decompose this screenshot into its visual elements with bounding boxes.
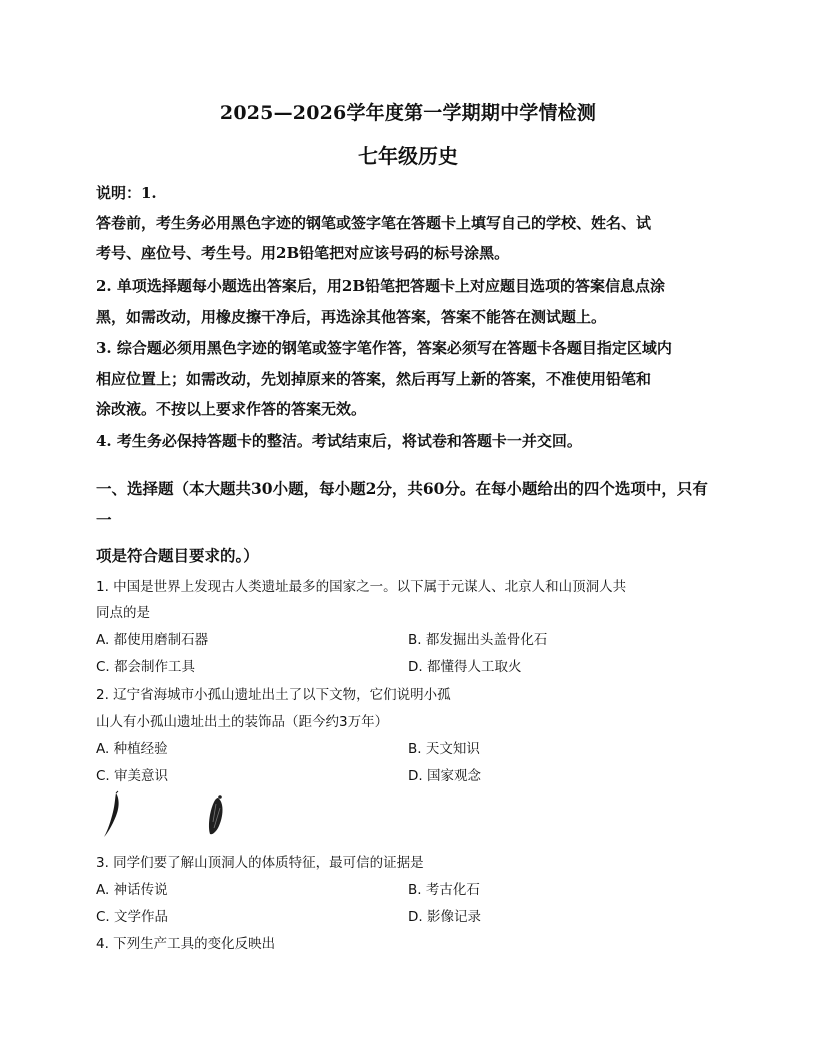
question-1-option-d[interactable]: D. 都懂得人工取火 [408, 659, 522, 675]
instructions-line-3: 考号、座位号、考生号。用2B铅笔把对应该号码的标号涂黑。 [96, 244, 510, 262]
question-3-stem-line-1: 3. 同学们要了解山顶洞人的体质特征，最可信的证据是 [96, 855, 424, 871]
question-3-option-b[interactable]: B. 考古化石 [408, 882, 480, 898]
question-1-stem-line-1: 1. 中国是世界上发现古人类遗址最多的国家之一。以下属于元谋人、北京人和山顶洞人共 [96, 579, 627, 595]
section-heading-line-2: 一 [96, 510, 112, 529]
exam-subtitle: 七年级历史 [358, 144, 458, 168]
question-2-stem-line-2: 山人有小孤山遗址出土的装饰品（距今约3万年） [96, 714, 389, 730]
instructions-line-8: 涂改液。不按以上要求作答的答案无效。 [96, 400, 367, 418]
instructions-line-5: 黑，如需改动，用橡皮擦干净后，再选涂其他答案，答案不能答在测试题上。 [96, 308, 607, 326]
instructions-line-4: 2. 单项选择题每小题选出答案后，用2B铅笔把答题卡上对应题目选项的答案信息点涂 [96, 277, 666, 295]
question-2-option-b[interactable]: B. 天文知识 [408, 741, 480, 757]
instructions-line-6: 3. 综合题必须用黑色字迹的钢笔或签字笔作答，答案必须写在答题卡各题目指定区域内 [96, 339, 672, 357]
question-1-stem-line-2: 同点的是 [96, 605, 150, 621]
instructions-line-7: 相应位置上；如需改动，先划掉原来的答案，然后再写上新的答案，不准使用铅笔和 [96, 370, 652, 388]
pendant-ornament-icon [209, 795, 223, 834]
question-2-option-a[interactable]: A. 种植经验 [96, 741, 168, 757]
bone-needle-icon [104, 791, 119, 837]
exam-title: 2025—2026学年度第一学期期中学情检测 [219, 102, 597, 124]
question-2-stem-line-1: 2. 辽宁省海城市小孤山遗址出土了以下文物，它们说明小孤 [96, 687, 451, 703]
section-heading-line-3: 项是符合题目要求的。） [96, 546, 259, 565]
question-1-option-a[interactable]: A. 都使用磨制石器 [96, 632, 209, 648]
question-1-option-b[interactable]: B. 都发掘出头盖骨化石 [408, 632, 548, 648]
instructions-line-2: 答卷前，考生务必用黑色字迹的钢笔或签字笔在答题卡上填写自己的学校、姓名、试 [96, 214, 652, 232]
question-4-stem-line-1: 4. 下列生产工具的变化反映出 [96, 936, 276, 952]
question-2-option-d[interactable]: D. 国家观念 [408, 768, 481, 784]
instructions-line-1: 说明：1. [96, 184, 157, 202]
section-heading-line-1: 一、选择题（本大题共30小题，每小题2分，共60分。在每小题给出的四个选项中，只有 [96, 479, 708, 498]
question-3-option-c[interactable]: C. 文学作品 [96, 909, 169, 925]
instructions-line-9: 4. 考生务必保持答题卡的整洁。考试结束后，将试卷和答题卡一并交回。 [96, 432, 582, 450]
question-3-option-d[interactable]: D. 影像记录 [408, 909, 481, 925]
question-1-option-c[interactable]: C. 都会制作工具 [96, 659, 196, 675]
question-2-option-c[interactable]: C. 审美意识 [96, 768, 169, 784]
artifact-images [96, 790, 236, 840]
question-3-option-a[interactable]: A. 神话传说 [96, 882, 168, 898]
